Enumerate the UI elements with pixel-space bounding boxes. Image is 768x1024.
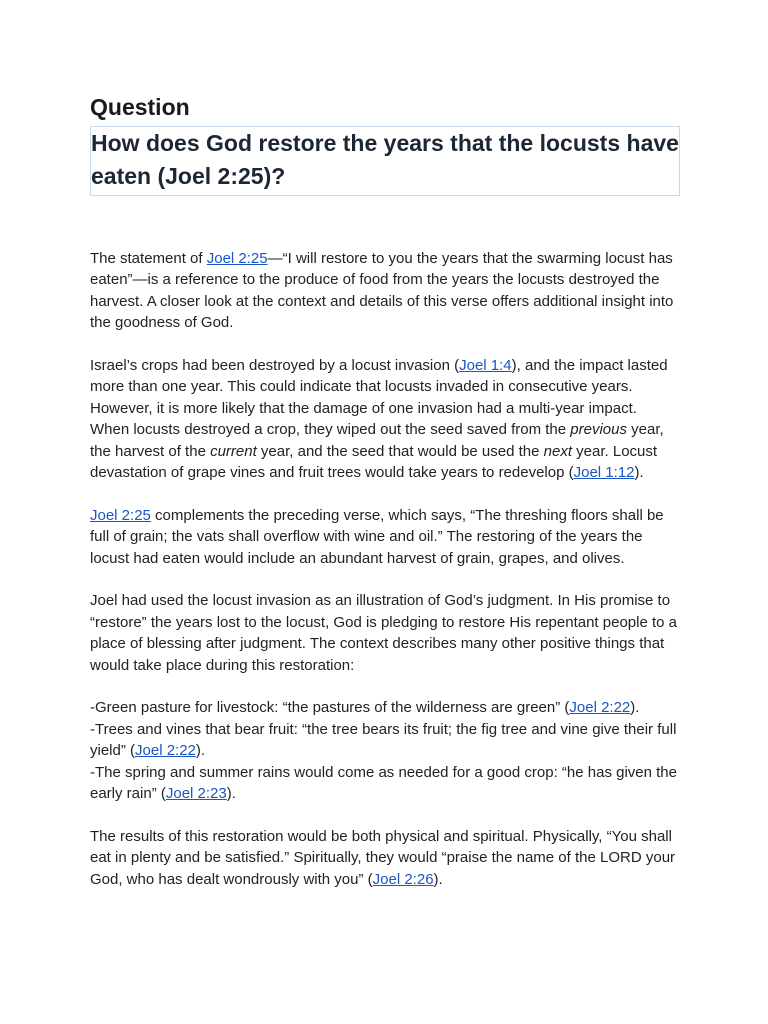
paragraph-2: [90, 355, 680, 483]
verse-link[interactable]: Joel 2:25: [90, 506, 151, 524]
question-title: How does God restore the years that the locusts have eaten (Joel 2:25)?: [91, 130, 679, 189]
list-item: [90, 719, 680, 762]
emphasis-text: current: [210, 442, 257, 460]
verse-link[interactable]: Joel 2:26: [372, 870, 434, 888]
text: -Trees and vines that bear fruit: “the tree bears its fruit; the fig tree and vine give their full yield” (: [90, 720, 677, 760]
verse-link[interactable]: Joel 2:22: [135, 742, 196, 760]
verse-link[interactable]: Joel 1:4: [459, 357, 512, 375]
text: The statement of: [90, 250, 207, 267]
text: ), and the impact lasted more than one year. This could indicate that locusts invaded in consecutive years. However, it is more likely that the damage of one invasion had a multi-year impact. When locusts destroyed a crop, they wiped out the seed saved from the: [90, 357, 668, 439]
emphasis-text: previous: [570, 421, 627, 439]
text: Israel’s crops had been destroyed by a locust invasion (: [90, 357, 460, 375]
verse-link[interactable]: Joel 1:12: [573, 464, 635, 482]
text: year. Locust devastation of grape vines and fruit trees would take years to redevelop (: [90, 442, 658, 482]
text: -Green pasture for livestock: “the pastures of the wilderness are green” (: [90, 699, 570, 717]
paragraph-3: [90, 505, 680, 569]
answer-body: [90, 248, 680, 890]
paragraph-4: [90, 590, 680, 676]
text: year, and the seed that would be used the: [256, 442, 544, 460]
paragraph-5: [90, 826, 680, 890]
text: year, the harvest of the: [90, 421, 664, 460]
text: ).: [195, 742, 206, 760]
text: —“I will restore to you the years that the swarming locust has eaten”—is a reference to the produce of food from the years the locusts destroyed the harvest. A closer look at the context and details of this verse offers additional insight into the goodness of God.: [90, 250, 674, 332]
verse-link[interactable]: Joel 2:22: [569, 699, 631, 717]
text: The results of this restoration would be both physical and spiritual. Physically, “You shall eat in plenty and be satisfied.” Spiritually, they would “praise the name of the LORD your God, who has dealt wondrously with you” (: [90, 827, 676, 888]
verse-link[interactable]: Joel 2:23: [165, 785, 227, 803]
question-label: Question: [90, 94, 190, 120]
text: -The spring and summer rains would come as needed for a good crop: “he has given the early rain” (: [90, 763, 677, 803]
article: [90, 92, 680, 912]
text: complements the preceding verse, which says, “The threshing floors shall be full of grain; the vats shall overflow with wine and oil.” The restoring of the years the locust had eaten would include an abundant harvest of grain, grapes, and olives.: [90, 506, 664, 567]
verse-link[interactable]: Joel 2:25: [206, 250, 268, 267]
text: Joel had used the locust invasion as an illustration of God’s judgment. In His promise to “restore” the years lost to the locust, God is pledging to restore His repentant people to a place of blessing after judgment. The context describes many other positive things that would take place during this restoration:: [90, 592, 677, 674]
question-box: [90, 126, 680, 196]
emphasis-text: next: [543, 442, 572, 460]
text: ).: [226, 785, 236, 803]
text: ).: [630, 699, 640, 717]
list-item: [90, 697, 680, 718]
paragraph-1: [90, 248, 680, 334]
text: ).: [634, 464, 644, 482]
text: ).: [433, 870, 443, 888]
list-item: [90, 762, 680, 805]
